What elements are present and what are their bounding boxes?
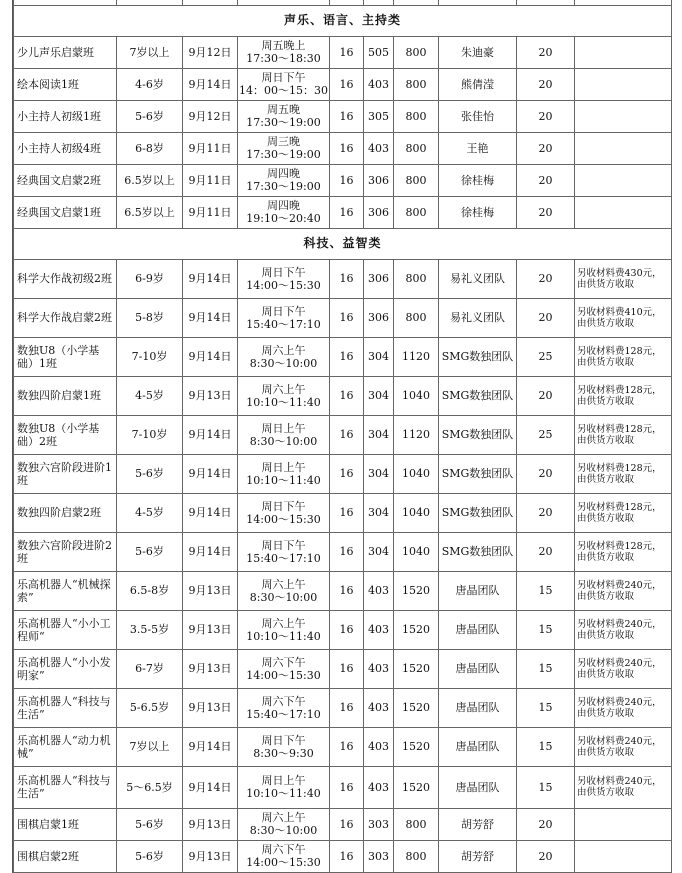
- class-day: 周六下午: [261, 655, 306, 669]
- start-date: 9月13日: [183, 376, 238, 415]
- class-hours: 14:00～15:30: [246, 668, 321, 682]
- class-hours: 17:30～19:00: [246, 116, 321, 129]
- fee-note: 另收材料费128元，由供货方收取: [575, 415, 672, 454]
- table-row: [14, 415, 672, 454]
- room-number: 403: [364, 727, 394, 766]
- room-number: 303: [364, 840, 394, 872]
- class-time: [238, 337, 330, 376]
- teacher-name: 胡芳舒: [439, 808, 517, 840]
- teacher-name: 熊倩滢: [439, 68, 517, 100]
- fee-note: 另收材料费128元，由供货方收取: [575, 493, 672, 532]
- table-row: [14, 532, 672, 571]
- class-capacity: 20: [517, 376, 575, 415]
- tuition-fee: 800: [394, 164, 439, 196]
- session-count: 16: [330, 808, 364, 840]
- class-day: 周三晚: [267, 135, 300, 148]
- tuition-fee: 800: [394, 298, 439, 337]
- course-schedule: [12, 0, 672, 873]
- teacher-name: SMG数独团队: [439, 337, 517, 376]
- class-capacity: 15: [517, 727, 575, 766]
- age-range: 6.5岁以上: [117, 164, 183, 196]
- start-date: 9月14日: [183, 337, 238, 376]
- table-row: [14, 164, 672, 196]
- teacher-name: 唐晶团队: [439, 766, 517, 808]
- table-row: [14, 68, 672, 100]
- room-number: 305: [364, 100, 394, 132]
- class-capacity: 15: [517, 610, 575, 649]
- tuition-fee: 800: [394, 36, 439, 68]
- class-hours: 15:40～17:10: [246, 317, 321, 331]
- course-name: 乐高机器人“小小工程师“: [14, 610, 117, 649]
- table-row: [14, 454, 672, 493]
- session-count: 16: [330, 532, 364, 571]
- course-name: 小主持人初级1班: [14, 100, 117, 132]
- class-capacity: 20: [517, 259, 575, 298]
- class-time: [238, 259, 330, 298]
- room-number: 505: [364, 36, 394, 68]
- class-capacity: 15: [517, 649, 575, 688]
- tuition-fee: 800: [394, 196, 439, 228]
- fee-note: 另收材料费128元，由供货方收取: [575, 337, 672, 376]
- class-hours: 10:10～11:40: [246, 787, 321, 800]
- class-time: [238, 100, 330, 132]
- table-row: [14, 808, 672, 840]
- start-date: 9月14日: [183, 532, 238, 571]
- section-title: 科技、益智类: [14, 228, 672, 259]
- tuition-fee: 800: [394, 808, 439, 840]
- table-row: [14, 100, 672, 132]
- fee-note: 另收材料费410元，由供货方收取: [575, 298, 672, 337]
- class-hours: 15:40～17:10: [246, 551, 321, 565]
- room-number: 306: [364, 259, 394, 298]
- class-day: 周四晚: [267, 199, 300, 212]
- teacher-name: 王艳: [439, 132, 517, 164]
- class-hours: 17:30～19:00: [246, 148, 321, 161]
- age-range: 4-5岁: [117, 493, 183, 532]
- course-name: 乐高机器人“科技与生活”: [14, 688, 117, 727]
- fee-note: 另收材料费240元，由供货方收取: [575, 649, 672, 688]
- age-range: 6.5岁以上: [117, 196, 183, 228]
- course-name: 乐高机器人“小小发明家”: [14, 649, 117, 688]
- room-number: 306: [364, 298, 394, 337]
- teacher-name: 朱迪豪: [439, 36, 517, 68]
- start-date: 9月13日: [183, 571, 238, 610]
- session-count: 16: [330, 840, 364, 872]
- class-day: 周六下午: [261, 843, 306, 856]
- class-capacity: 20: [517, 164, 575, 196]
- tuition-fee: 1120: [394, 337, 439, 376]
- table-row: [14, 766, 672, 808]
- class-hours: 17:30～18:30: [246, 52, 321, 65]
- class-day: 周六下午: [261, 694, 306, 708]
- age-range: 5-6岁: [117, 808, 183, 840]
- fee-note: [575, 196, 672, 228]
- class-time: [238, 688, 330, 727]
- tuition-fee: 1520: [394, 571, 439, 610]
- session-count: 16: [330, 649, 364, 688]
- teacher-name: 唐晶团队: [439, 610, 517, 649]
- course-name: 乐高机器人“机械探索”: [14, 571, 117, 610]
- table-row: [14, 337, 672, 376]
- fee-note: [575, 132, 672, 164]
- session-count: 16: [330, 132, 364, 164]
- course-name: 经典国文启蒙2班: [14, 164, 117, 196]
- start-date: 9月13日: [183, 688, 238, 727]
- age-range: 6.5-8岁: [117, 571, 183, 610]
- table-row: [14, 688, 672, 727]
- course-name: 数独U8（小学基础）2班: [14, 415, 117, 454]
- teacher-name: SMG数独团队: [439, 415, 517, 454]
- start-date: 9月12日: [183, 100, 238, 132]
- fee-note: 另收材料费240元，由供货方收取: [575, 610, 672, 649]
- session-count: 16: [330, 68, 364, 100]
- age-range: 5～6.5岁: [117, 766, 183, 808]
- teacher-name: 唐晶团队: [439, 649, 517, 688]
- course-table: [13, 0, 672, 873]
- table-row: [14, 610, 672, 649]
- tuition-fee: 1040: [394, 454, 439, 493]
- course-name: 乐高机器人“动力机械”: [14, 727, 117, 766]
- fee-note: 另收材料费128元，由供货方收取: [575, 532, 672, 571]
- start-date: 9月13日: [183, 808, 238, 840]
- class-day: 周六上午: [261, 382, 306, 396]
- class-day: 周五晚: [267, 103, 300, 116]
- fee-note: 另收材料费240元，由供货方收取: [575, 766, 672, 808]
- class-time: [238, 766, 330, 808]
- course-name: 数独六宫阶段进阶2班: [14, 532, 117, 571]
- course-name: 小主持人初级4班: [14, 132, 117, 164]
- class-day: 周日上午: [261, 421, 306, 435]
- class-time: [238, 132, 330, 164]
- class-capacity: 20: [517, 808, 575, 840]
- class-day: 周四晚: [267, 167, 300, 180]
- table-row: [14, 493, 672, 532]
- class-day: 周五晚上: [261, 39, 306, 52]
- fee-note: 另收材料费240元，由供货方收取: [575, 727, 672, 766]
- start-date: 9月13日: [183, 610, 238, 649]
- session-count: 16: [330, 298, 364, 337]
- table-row: [14, 298, 672, 337]
- table-row: [14, 36, 672, 68]
- teacher-name: 唐晶团队: [439, 688, 517, 727]
- class-capacity: 20: [517, 532, 575, 571]
- start-date: 9月11日: [183, 164, 238, 196]
- teacher-name: SMG数独团队: [439, 532, 517, 571]
- class-hours: 8:30～10:00: [249, 824, 318, 837]
- course-name: 绘本阅读1班: [14, 68, 117, 100]
- course-name: 围棋启蒙1班: [14, 808, 117, 840]
- start-date: 9月11日: [183, 132, 238, 164]
- class-day: 周六上午: [261, 616, 306, 630]
- teacher-name: 唐晶团队: [439, 727, 517, 766]
- start-date: 9月11日: [183, 196, 238, 228]
- section-header: [14, 228, 672, 259]
- course-name: 经典国文启蒙1班: [14, 196, 117, 228]
- start-date: 9月14日: [183, 68, 238, 100]
- teacher-name: 胡芳舒: [439, 840, 517, 872]
- room-number: 304: [364, 376, 394, 415]
- room-number: 403: [364, 571, 394, 610]
- class-time: [238, 164, 330, 196]
- class-hours: 19:10～20:40: [246, 212, 321, 225]
- table-body: [14, 0, 672, 872]
- session-count: 16: [330, 36, 364, 68]
- tuition-fee: 1520: [394, 610, 439, 649]
- session-count: 16: [330, 610, 364, 649]
- class-capacity: 20: [517, 493, 575, 532]
- class-hours: 10:10～11:40: [246, 395, 321, 409]
- room-number: 403: [364, 688, 394, 727]
- class-capacity: 25: [517, 415, 575, 454]
- tuition-fee: 800: [394, 840, 439, 872]
- session-count: 16: [330, 493, 364, 532]
- room-number: 403: [364, 132, 394, 164]
- teacher-name: 张佳怡: [439, 100, 517, 132]
- table-row: [14, 376, 672, 415]
- tuition-fee: 1040: [394, 493, 439, 532]
- fee-note: 另收材料费240元，由供货方收取: [575, 571, 672, 610]
- class-capacity: 15: [517, 688, 575, 727]
- course-name: 科学大作战启蒙2班: [14, 298, 117, 337]
- start-date: 9月14日: [183, 493, 238, 532]
- session-count: 16: [330, 688, 364, 727]
- class-hours: 10:10～11:40: [246, 629, 321, 643]
- course-name: 乐高机器人“科技与生活”: [14, 766, 117, 808]
- teacher-name: 唐晶团队: [439, 571, 517, 610]
- section-header: [14, 5, 672, 36]
- class-day: 周日上午: [261, 460, 306, 474]
- age-range: 7-10岁: [117, 337, 183, 376]
- room-number: 403: [364, 610, 394, 649]
- class-time: [238, 415, 330, 454]
- room-number: 304: [364, 415, 394, 454]
- teacher-name: 徐桂梅: [439, 196, 517, 228]
- tuition-fee: 800: [394, 132, 439, 164]
- class-capacity: 20: [517, 132, 575, 164]
- class-time: [238, 649, 330, 688]
- tuition-fee: 800: [394, 100, 439, 132]
- class-day: 周日下午: [261, 538, 306, 552]
- class-hours: 8:30～10:00: [249, 434, 318, 448]
- table-row: [14, 196, 672, 228]
- age-range: 3.5-5岁: [117, 610, 183, 649]
- course-name: 数独六宫阶段进阶1班: [14, 454, 117, 493]
- class-day: 周日下午: [261, 733, 306, 747]
- age-range: 4-5岁: [117, 376, 183, 415]
- class-hours: 14:00～15:30: [246, 278, 321, 292]
- class-time: [238, 196, 330, 228]
- class-time: [238, 376, 330, 415]
- room-number: 303: [364, 808, 394, 840]
- class-time: [238, 68, 330, 100]
- teacher-name: SMG数独团队: [439, 376, 517, 415]
- class-time: [238, 532, 330, 571]
- class-day: 周日下午: [261, 71, 306, 84]
- class-capacity: 20: [517, 196, 575, 228]
- fee-note: 另收材料费240元，由供货方收取: [575, 688, 672, 727]
- class-time: [238, 610, 330, 649]
- start-date: 9月14日: [183, 298, 238, 337]
- start-date: 9月14日: [183, 415, 238, 454]
- table-row: [14, 840, 672, 872]
- start-date: 9月14日: [183, 766, 238, 808]
- age-range: 5-6岁: [117, 454, 183, 493]
- class-day: 周日下午: [261, 304, 306, 318]
- section-title: 声乐、语言、主持类: [14, 5, 672, 36]
- class-day: 周六上午: [261, 343, 306, 357]
- class-capacity: 20: [517, 298, 575, 337]
- room-number: 306: [364, 196, 394, 228]
- class-day: 周日下午: [261, 499, 306, 513]
- age-range: 5-6.5岁: [117, 688, 183, 727]
- course-name: 科学大作战初级2班: [14, 259, 117, 298]
- start-date: 9月14日: [183, 259, 238, 298]
- room-number: 306: [364, 164, 394, 196]
- tuition-fee: 800: [394, 68, 439, 100]
- age-range: 6-9岁: [117, 259, 183, 298]
- tuition-fee: 1520: [394, 727, 439, 766]
- fee-note: 另收材料费128元，由供货方收取: [575, 454, 672, 493]
- course-name: 数独四阶启蒙1班: [14, 376, 117, 415]
- session-count: 16: [330, 259, 364, 298]
- tuition-fee: 800: [394, 259, 439, 298]
- tuition-fee: 1520: [394, 688, 439, 727]
- class-capacity: 20: [517, 840, 575, 872]
- start-date: 9月12日: [183, 36, 238, 68]
- tuition-fee: 1040: [394, 532, 439, 571]
- class-capacity: 20: [517, 68, 575, 100]
- age-range: 6-8岁: [117, 132, 183, 164]
- class-capacity: 15: [517, 766, 575, 808]
- fee-note: [575, 36, 672, 68]
- age-range: 5-6岁: [117, 840, 183, 872]
- class-day: 周六上午: [261, 577, 306, 591]
- course-name: 数独四阶启蒙2班: [14, 493, 117, 532]
- session-count: 16: [330, 376, 364, 415]
- room-number: 304: [364, 493, 394, 532]
- course-name: 少儿声乐启蒙班: [14, 36, 117, 68]
- age-range: 7岁以上: [117, 727, 183, 766]
- room-number: 403: [364, 649, 394, 688]
- session-count: 16: [330, 337, 364, 376]
- age-range: 5-6岁: [117, 100, 183, 132]
- fee-note: [575, 68, 672, 100]
- table-row: [14, 649, 672, 688]
- tuition-fee: 1120: [394, 415, 439, 454]
- class-time: [238, 727, 330, 766]
- tuition-fee: 1520: [394, 766, 439, 808]
- teacher-name: 易礼义团队: [439, 298, 517, 337]
- teacher-name: 徐桂梅: [439, 164, 517, 196]
- fee-note: [575, 164, 672, 196]
- class-day: 周六上午: [261, 811, 306, 824]
- start-date: 9月13日: [183, 840, 238, 872]
- class-hours: 14:00～15:30: [246, 856, 321, 869]
- room-number: 304: [364, 454, 394, 493]
- class-hours: 17:30～19:00: [246, 180, 321, 193]
- class-time: [238, 298, 330, 337]
- course-name: 数独U8（小学基础）1班: [14, 337, 117, 376]
- session-count: 16: [330, 727, 364, 766]
- class-capacity: 20: [517, 100, 575, 132]
- session-count: 16: [330, 164, 364, 196]
- class-time: [238, 454, 330, 493]
- class-day: 周日上午: [261, 774, 306, 787]
- start-date: 9月13日: [183, 649, 238, 688]
- session-count: 16: [330, 571, 364, 610]
- tuition-fee: 1520: [394, 649, 439, 688]
- room-number: 403: [364, 68, 394, 100]
- session-count: 16: [330, 196, 364, 228]
- class-day: 周日下午: [261, 265, 306, 279]
- tuition-fee: 1040: [394, 376, 439, 415]
- class-hours: 8:30～10:00: [249, 356, 318, 370]
- class-time: [238, 808, 330, 840]
- fee-note: 另收材料费128元，由供货方收取: [575, 376, 672, 415]
- teacher-name: SMG数独团队: [439, 454, 517, 493]
- age-range: 4-6岁: [117, 68, 183, 100]
- class-hours: 14：00～15：30: [239, 84, 328, 97]
- class-hours: 15:40～17:10: [246, 707, 321, 721]
- class-time: [238, 493, 330, 532]
- course-name: 围棋启蒙2班: [14, 840, 117, 872]
- age-range: 7岁以上: [117, 36, 183, 68]
- age-range: 5-8岁: [117, 298, 183, 337]
- age-range: 7-10岁: [117, 415, 183, 454]
- age-range: 6-7岁: [117, 649, 183, 688]
- fee-note: [575, 808, 672, 840]
- table-row: [14, 259, 672, 298]
- class-time: [238, 36, 330, 68]
- class-capacity: 15: [517, 571, 575, 610]
- class-time: [238, 571, 330, 610]
- room-number: 304: [364, 532, 394, 571]
- start-date: 9月14日: [183, 454, 238, 493]
- teacher-name: SMG数独团队: [439, 493, 517, 532]
- age-range: 5-6岁: [117, 532, 183, 571]
- table-row: [14, 727, 672, 766]
- class-capacity: 20: [517, 454, 575, 493]
- session-count: 16: [330, 415, 364, 454]
- table-row: [14, 132, 672, 164]
- fee-note: [575, 840, 672, 872]
- class-time: [238, 840, 330, 872]
- class-hours: 10:10～11:40: [246, 473, 321, 487]
- table-row: [14, 571, 672, 610]
- session-count: 16: [330, 454, 364, 493]
- class-hours: 8:30～9:30: [253, 746, 314, 760]
- session-count: 16: [330, 100, 364, 132]
- fee-note: [575, 100, 672, 132]
- room-number: 304: [364, 337, 394, 376]
- class-capacity: 20: [517, 36, 575, 68]
- class-hours: 8:30～10:00: [249, 590, 318, 604]
- class-capacity: 25: [517, 337, 575, 376]
- session-count: 16: [330, 766, 364, 808]
- class-hours: 14:00～15:30: [246, 512, 321, 526]
- start-date: 9月14日: [183, 727, 238, 766]
- fee-note: 另收材料费430元，由供货方收取: [575, 259, 672, 298]
- room-number: 403: [364, 766, 394, 808]
- teacher-name: 易礼义团队: [439, 259, 517, 298]
